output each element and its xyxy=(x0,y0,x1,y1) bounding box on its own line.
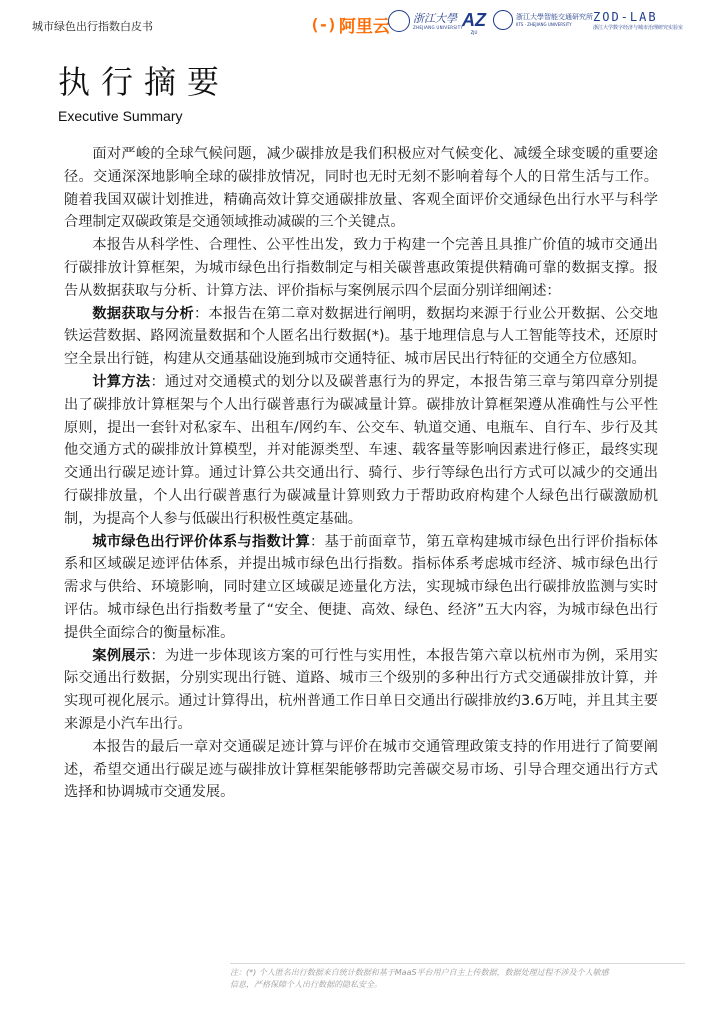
zju-logo xyxy=(388,10,463,32)
its-logo xyxy=(493,10,593,30)
paragraph xyxy=(64,531,658,645)
paragraph xyxy=(64,234,658,302)
paragraph xyxy=(64,303,658,371)
paragraph-lead: 数据获取与分析 xyxy=(92,305,194,322)
aliyun-mark-icon: (-) xyxy=(310,15,336,34)
zju-seal-icon xyxy=(388,10,410,32)
paragraph-lead: 城市绿色出行评价体系与指数计算 xyxy=(92,533,311,550)
zju-logo-cn: 浙江大學 xyxy=(413,11,457,25)
footnote-line: 注：(*) 个人匿名出行数据来自统计数据和基于MaaS平台用户自主上传数据，数据处理过程不涉及个人敏感 xyxy=(230,968,609,977)
paragraph-text: ：为进一步体现该方案的可行性与实用性，本报告第六章以杭州市为例，采用实际交通出行数据，分别实现出行链、道路、城市三个级别的多种出行方式交通碳排放计算，并实现可视化展示。通过计算得出，杭州普通工作日单日交通出行碳排放约3.6万吨，并且其主要来源是小汽车出行。 xyxy=(64,647,658,732)
paragraph-text: 本报告的最后一章对交通碳足迹计算与评价在城市交通管理政策支持的作用进行了简要阐述，希望交通出行碳足迹与碳排放计算框架能够帮助完善碳交易市场、引导合理交通出行方式选择和协调城市交通发展。 xyxy=(64,738,658,801)
paragraph-text: ：本报告在第二章对数据进行阐明，数据均来源于行业公开数据、公交地铁运营数据、路网流量数据和个人匿名出行数据(*)。基于地理信息与人工智能等技术，还原时空全景出行链，构建从交通基础设施到城市交通特征、城市居民出行特征的交通全方位感知。 xyxy=(64,305,658,368)
paragraph-text: 面对严峻的全球气候问题，减少碳排放是我们积极应对气候变化、减缓全球变暖的重要途径。交通深深地影响全球的碳排放情况，同时也无时无刻不影响着每个人的日常生活与工作。随着我国双碳计划推进，精确高效计算交通碳排放量、客观全面评价交通绿色出行水平与科学合理制定双碳政策是交通领域推动减碳的三个关键点。 xyxy=(64,146,658,231)
zod-lab-logo xyxy=(593,10,683,31)
zju-logo-en: ZHEJIANG UNIVERSITY xyxy=(413,24,464,30)
paragraph xyxy=(64,736,658,804)
az-logo xyxy=(462,10,486,35)
paragraph-text: 本报告从科学性、合理性、公平性出发，致力于构建一个完善且具推广价值的城市交通出行碳排放计算框架，为城市绿色出行指数制定与相关碳普惠政策提供精确可靠的数据支撑。报告从数据获取与分析、计算方法、评价指标与案例展示四个层面分别详细阐述： xyxy=(64,237,658,299)
aliyun-logo-text: 阿里云 xyxy=(338,17,390,37)
az-logo-mark: AZ xyxy=(462,10,486,30)
summary-body xyxy=(64,143,658,804)
zod-lab-logo-sub: 浙江大学数字经济与城市治理研究实验室 xyxy=(593,25,684,31)
partner-logos xyxy=(310,10,700,40)
paragraph-text: ：通过对交通模式的划分以及碳普惠行为的界定，本报告第三章与第四章分别提出了碳排放计算框架与个人出行碳普惠行为碳减量计算。碳排放计算框架遵从准确性与公平性原则，提出一套针对私家车、出租车/网约车、公交车、轨道交通、电瓶车、自行车、步行及其他交通方式的碳排放计算模型，并对能源类型、车速、载客量等影响因素进行修正，最终实现交通出行碳足迹计算。通过计算公共交通出行、骑行、步行等绿色出行方式可以减少的交通出行碳排放量，个人出行碳普惠行为碳减量计算则致力于帮助政府构建个人绿色出行碳激励机制，为提高个人参与低碳出行积极性奠定基础。 xyxy=(64,373,658,527)
paragraph-text: ：基于前面章节，第五章构建城市绿色出行评价指标体系和区域碳足迹评估体系，并提出城市绿色出行指数。指标体系考虑城市经济、城市绿色出行需求与供给、环境影响，同时建立区域碳足迹量化方法，实现城市绿色出行碳排放监测与实时评估。城市绿色出行指数考量了“安全、便捷、高效、绿色、经济”五大内容，为城市绿色出行提供全面综合的衡量标准。 xyxy=(64,533,658,641)
its-logo-cn: 浙江大學智能交通研究所 xyxy=(516,13,593,21)
its-logo-en: IITS · ZHEJIANG UNIVERSITY xyxy=(516,22,572,27)
its-seal-icon xyxy=(493,10,513,30)
footnote xyxy=(230,963,685,991)
aliyun-logo xyxy=(310,12,390,37)
page-header xyxy=(0,0,709,44)
page-title: 执行摘要 xyxy=(58,63,231,101)
paragraph xyxy=(64,645,658,736)
az-logo-sub: ZJU xyxy=(470,30,478,35)
paragraph xyxy=(64,143,658,234)
paragraph-lead: 计算方法 xyxy=(92,373,151,390)
footnote-line: 信息，严格保障个人出行数据的隐私安全。 xyxy=(230,980,382,989)
zod-lab-logo-mark: ZOD-LAB xyxy=(593,10,658,24)
paragraph-lead: 案例展示 xyxy=(92,647,151,664)
paragraph xyxy=(64,371,658,531)
document-title: 城市绿色出行指数白皮书 xyxy=(32,20,153,33)
page-subtitle: Executive Summary xyxy=(58,108,183,124)
